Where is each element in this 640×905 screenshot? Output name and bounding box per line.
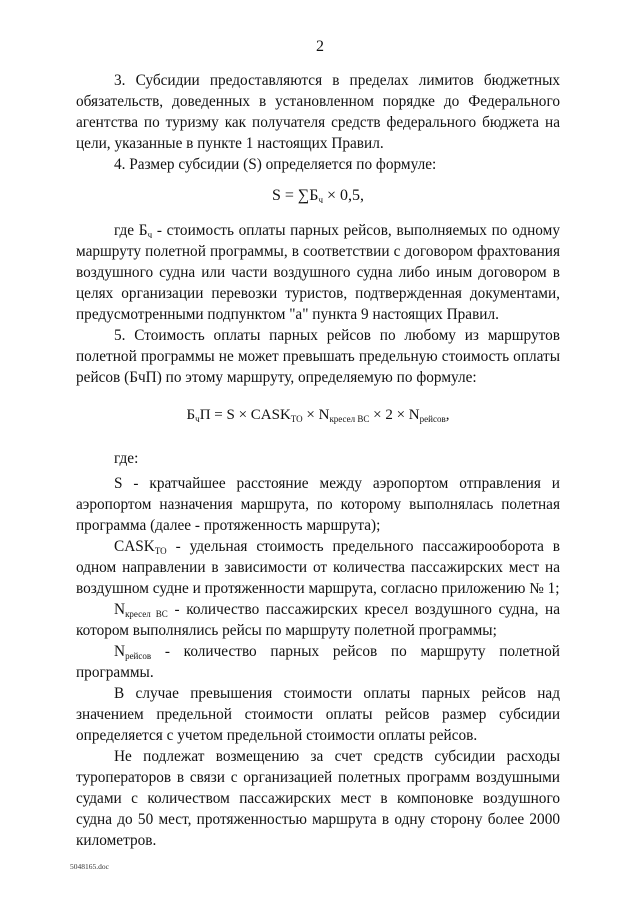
definition-cask-sub: TO — [154, 546, 167, 556]
paragraph-5: 5. Стоимость оплаты парных рейсов по любому из маршрутов полетной программы не может превышать предельную стоимость оплаты рейсов (БчП) по этому маршруту, определяемую по формуле: — [76, 327, 560, 386]
formula-max-cost — [76, 405, 560, 426]
definition-s: S - кратчайшее расстояние между аэропортом отправления и аэропортом назначения маршрута, по которому выполнялась полетная программа (далее - протяженность маршрута); — [76, 475, 560, 534]
definition-b-sub: ч — [147, 230, 153, 240]
formula-max-a: Б — [186, 407, 196, 423]
formula-max-b: П = S × CASK — [199, 407, 291, 423]
definition-b — [76, 220, 560, 325]
definition-n-seats-sub: кресел ВС — [125, 609, 168, 619]
definition-b-text: - стоимость оплаты парных рейсов, выполняемых по одному маршруту полетной программы, в соответствии с договором фрахтования воздушного судна или части воздушного судна либо иным договором в целях организации перевозки туристов, подтвержденная документами, предусмотренными подпунктом "а" пункта 9 настоящих Правил. — [76, 222, 560, 323]
definition-n-seats — [76, 599, 560, 641]
paragraph-4: 4. Размер субсидии (S) определяется по формуле: — [114, 156, 437, 173]
document-body — [76, 70, 560, 851]
definition-cask — [76, 536, 560, 599]
formula-max-c-sub: кресел ВС — [329, 414, 370, 424]
paragraph-3: 3. Субсидии предоставляются в пределах лимитов бюджетных обязательств, доведенных в установленном порядке до Федерального агентства по туризму как получателя средств федерального бюджета на цели, указанные в пункте 1 настоящих Правил. — [76, 72, 560, 152]
where-label: где: — [114, 450, 139, 467]
paragraph-exceed: В случае превышения стоимости оплаты парных рейсов над значением предельной стоимости оплаты рейсов размер субсидии определяется с учетом предельной стоимости оплаты рейсов. — [76, 685, 560, 744]
page-number: 2 — [316, 38, 324, 55]
formula-max-a-sub: ч — [195, 414, 200, 424]
definition-n-flights-text: - количество парных рейсов по маршруту полетной программы. — [76, 643, 560, 681]
formula-subsidy-sub: ч — [318, 195, 323, 205]
definition-n-seats-text: - количество пассажирских кресел воздушного судна, на котором выполнялись рейсы по маршруту полетной программы; — [76, 601, 561, 639]
definition-n-flights — [76, 641, 560, 683]
definition-cask-text: - удельная стоимость предельного пассажирооборота в одном направлении в зависимости от количества пассажирских мест на воздушном судне и протяженности маршрута, согласно приложению № 1; — [76, 538, 560, 597]
formula-max-d-sub: рейсов — [419, 414, 446, 424]
formula-max-e: , — [445, 407, 450, 423]
formula-max-d: × 2 × N — [369, 407, 420, 423]
definition-n-flights-term: N — [114, 643, 126, 660]
definition-b-prefix: где Б — [114, 222, 148, 239]
formula-max-c: × N — [302, 407, 330, 423]
formula-subsidy-left: S = ∑Б — [271, 187, 319, 204]
formula-max-b-sub: TO — [290, 414, 303, 424]
definition-n-seats-term: N — [114, 601, 126, 618]
definition-cask-term: CASK — [114, 538, 155, 555]
file-name-footer: 5048165.doc — [70, 862, 109, 871]
formula-subsidy-right: × 0,5, — [323, 187, 365, 204]
formula-subsidy — [76, 185, 560, 206]
definition-n-flights-sub: рейсов — [125, 651, 152, 661]
paragraph-not-reimbursed: Не подлежат возмещению за счет средств субсидии расходы туроператоров в связи с организацией полетных программ воздушными судами с количеством пассажирских мест в компоновке воздушного судна до 50 мест, протяженностью маршрута в одну сторону более 2000 километров. — [76, 748, 560, 849]
